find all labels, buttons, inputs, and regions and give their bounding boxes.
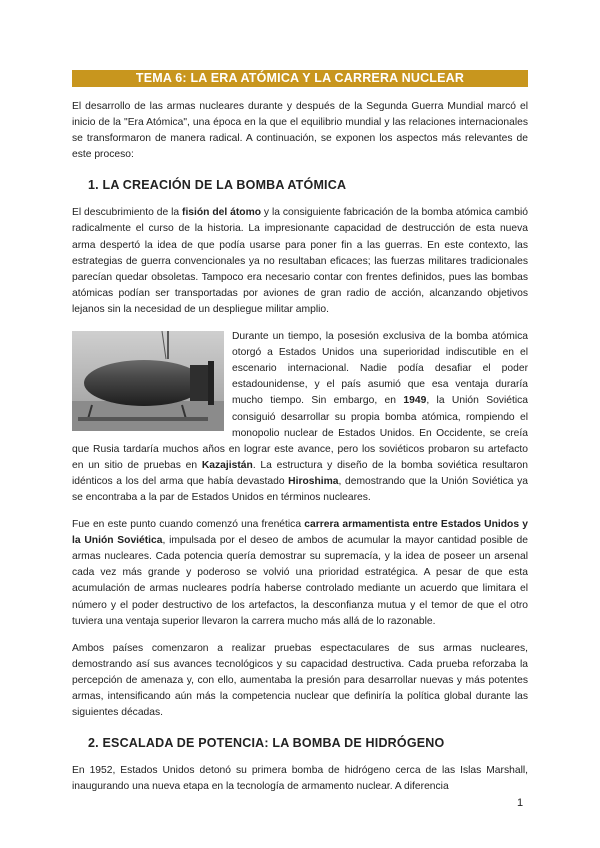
bold-term-fission: fisión del átomo — [182, 207, 262, 219]
section-2-heading: 2. ESCALADA DE POTENCIA: LA BOMBA DE HIDRÓGENO — [88, 736, 445, 751]
text-run: Durante un tiempo, la posesión exclusiva de la bomba atómica otorgó a Estados Unidos una superioridad indiscutible en el escenario internacional. Nadie podía desafiar el poder estadounidense, y el país asumió que esa ventaja duraría mucho tiempo. Sin embargo, en — [232, 331, 528, 407]
bomb-illustration — [72, 331, 224, 431]
page-title: TEMA 6: LA ERA ATÓMICA Y LA CARRERA NUCLEAR — [72, 70, 528, 87]
intro-paragraph: El desarrollo de las armas nucleares durante y después de la Segunda Guerra Mundial marcó el inicio de la "Era Atómica", una época en la que el equilibrio mundial y las relaciones internacionales se transformaron de manera radical. A continuación, se exponen los aspectos más relevantes de este proceso: — [72, 101, 528, 161]
document-page — [72, 70, 528, 795]
text-run: y la consiguiente fabricación de la bomba atómica cambió radicalmente el curso de la historia. La impresionante capacidad de destrucción de esta nueva arma despertó la idea de que podía usarse para poner fin a las guerras. En este contexto, las estrategias de guerra convencionales ya no resultaban eficaces; las fuerzas militares tradicionales parecían quedar obsoletas. Tampoco era necesario contar con frentes definidos, pues las bombas atómicas podían ser transportadas por aviones de gran radio de acción, alcanzando objetivos lejanos sin la necesidad de un despliegue militar amplio. — [72, 207, 528, 315]
section-1-paragraph-3 — [72, 517, 528, 630]
bold-year-1949: 1949 — [403, 395, 427, 407]
section-1-heading: 1. LA CREACIÓN DE LA BOMBA ATÓMICA — [88, 178, 347, 193]
bold-term-hiroshima: Hiroshima — [288, 475, 339, 487]
text-run: , impulsada por el deseo de ambos de acumular la mayor cantidad posible de armas nucleares. Cada potencia quería demostrar su supremacía, y la idea de poseer un arsenal cada vez más grande y poderoso se volvió una prioridad estratégica. A pesar de que esta acumulación de armas nucleares podría haberse controlado mediante un acuerdo que limitara el número y el poder destructivo de los artefactos, la desconfianza mutua y el temor de que el otro tuviera una ventaja superior llevaron la carrera mucho más allá de lo razonable. — [72, 535, 528, 627]
text-run: , la Unión Soviética consiguió desarrollar su propia bomba atómica, rompiendo el monopolio nuclear de Estados Unidos. En Occidente, se creía que Rusia tardaría muchos años en lograr este avance, pero los soviéticos probaron su artefacto en un sitio de pruebas en — [72, 395, 528, 471]
bold-term-kazakhstan: Kazajistán — [201, 459, 253, 471]
page-number: 1 — [517, 797, 524, 809]
bold-term-arms-race: carrera armamentista entre Estados Unidos y la Unión Soviética — [72, 519, 529, 547]
section-1-paragraph-4: Ambos países comenzaron a realizar pruebas espectaculares de sus armas nucleares, demostrando así sus avances tecnológicos y su capacidad destructiva. Cada prueba reforzaba la percepción de amenaza y, con ello, aumentaba la presión para desarrollar nuevas y más potentes armas, intensificando aún más la competencia nuclear que definiría la política global durante las siguientes décadas. — [72, 642, 528, 719]
section-2-paragraph-1: En 1952, Estados Unidos detonó su primera bomba de hidrógeno cerca de las Islas Marshall, inaugurando una nueva etapa en la tecnología de armamento nuclear. A diferencia — [72, 765, 528, 793]
atomic-bomb-photo — [72, 331, 224, 431]
text-run: . La estructura y diseño de la bomba soviética resultaron idénticos a los del arma que había devastado — [72, 459, 529, 487]
text-run: Fue en este punto cuando comenzó una frenética — [72, 519, 305, 531]
text-run: , demostrando que la Unión Soviética ya se encontraba a la par de Estados Unidos en términos nucleares. — [72, 475, 528, 503]
section-1-paragraph-1 — [72, 205, 528, 318]
text-run: El descubrimiento de la — [72, 207, 183, 219]
